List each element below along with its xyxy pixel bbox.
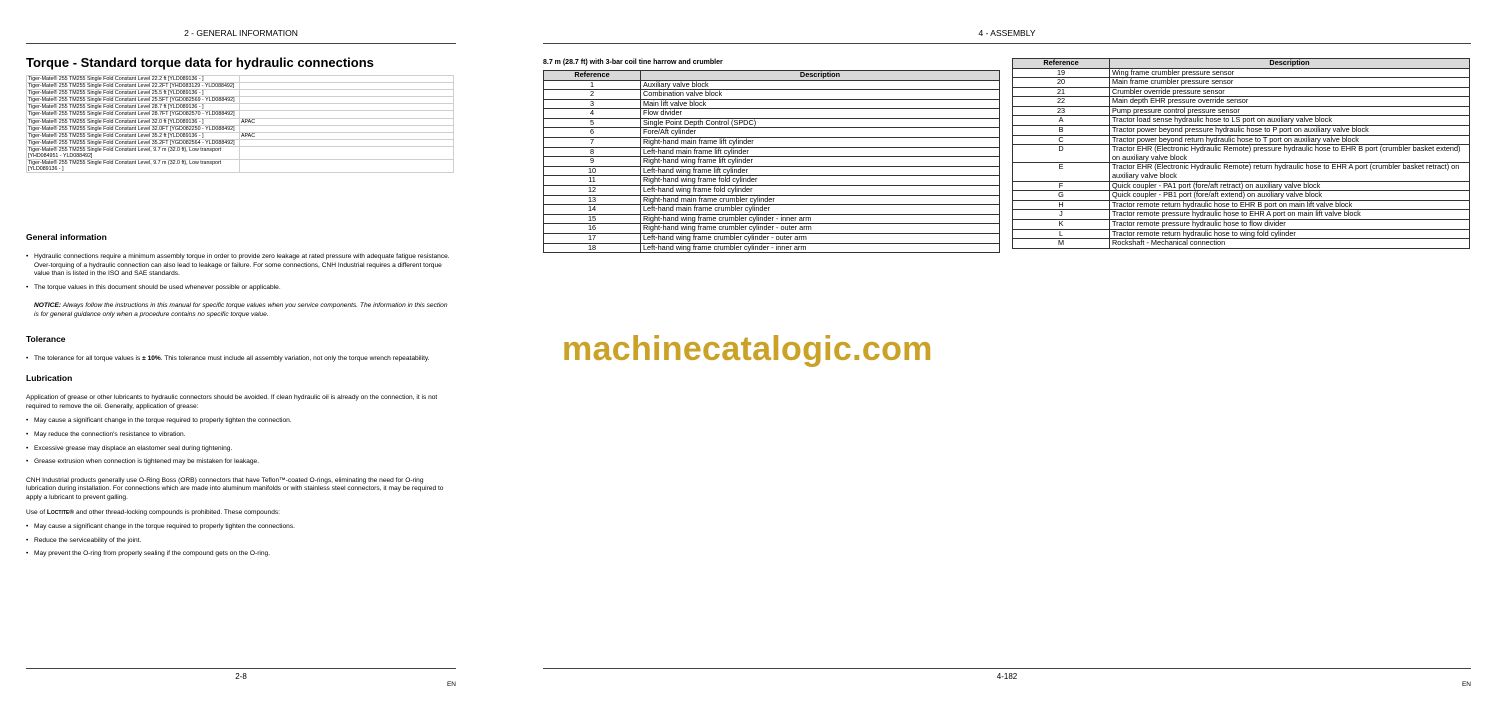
table-row	[544, 166, 1000, 176]
reference-cell: K	[1013, 220, 1110, 230]
table-row	[544, 195, 1000, 205]
model-region: APAC	[240, 118, 454, 125]
description-cell: Tractor EHR (Electronic Hydraulic Remote) return hydraulic hose to EHR A port (crumbler basket retract) on auxiliary valve block	[1110, 163, 1470, 181]
reference-cell: 9	[544, 157, 641, 167]
reference-cell: 11	[544, 176, 641, 186]
description-cell: Right-hand wing frame crumbler cylinder - outer arm	[641, 224, 1000, 234]
loctite-list	[26, 523, 454, 559]
table-row	[544, 186, 1000, 196]
lubrication-bullet: • May cause a significant change in the torque required to properly tighten the connection.	[26, 417, 454, 426]
model-applicability-table	[26, 75, 454, 173]
general-information-list	[26, 253, 454, 292]
notice-label: NOTICE:	[34, 302, 62, 310]
lubrication-bullet: • Excessive grease may displace an elastomer seal during tightening.	[26, 445, 454, 454]
model-region	[240, 104, 454, 111]
column-header-reference: Reference	[544, 71, 641, 81]
model-region	[240, 83, 454, 90]
model-row	[27, 139, 454, 146]
table-row	[544, 205, 1000, 215]
table-row	[1013, 239, 1470, 249]
reference-cell: 19	[1013, 68, 1110, 78]
description-cell: Left-hand wing frame lift cylinder	[641, 166, 1000, 176]
description-cell: Single Point Depth Control (SPDC)	[641, 118, 1000, 128]
description-cell: Pump pressure control pressure sensor	[1110, 106, 1470, 116]
reference-cell: 8	[544, 147, 641, 157]
model-name: Tiger-Mate® 255 TM255 Single Fold Constant Level 25.5FT [YGD082569 - YLD088492]	[27, 97, 240, 104]
model-region	[240, 97, 454, 104]
reference-cell: 10	[544, 166, 641, 176]
table-row	[1013, 145, 1470, 163]
model-region	[240, 111, 454, 118]
reference-cell: 1	[544, 80, 641, 90]
header-rule	[543, 43, 1471, 44]
reference-table-1	[543, 70, 1000, 253]
reference-cell: M	[1013, 239, 1110, 249]
loctite-bullet: • Reduce the serviceability of the joint.	[26, 537, 454, 546]
language-code: EN	[446, 681, 456, 688]
reference-cell: 5	[544, 118, 641, 128]
table-row	[1013, 191, 1470, 201]
lubrication-heading: Lubrication	[26, 373, 73, 384]
general-information-heading: General information	[26, 232, 107, 242]
footer-rule	[26, 668, 456, 669]
description-cell: Wing frame crumbler pressure sensor	[1110, 68, 1470, 78]
page-number: 2-8	[235, 672, 247, 681]
model-name: Tiger-Mate® 255 TM255 Single Fold Constant Level 22.2FT [YHD083129 - YLD088492]	[27, 83, 240, 90]
language-code: EN	[1461, 681, 1471, 688]
description-cell: Right-hand wing frame fold cylinder	[641, 176, 1000, 186]
reference-cell: F	[1013, 181, 1110, 191]
reference-cell: 12	[544, 186, 641, 196]
section-header: 2 - GENERAL INFORMATION	[184, 28, 298, 38]
lubrication-bullet: • Grease extrusion when connection is tightened may be mistaken for leakage.	[26, 458, 454, 467]
model-name: Tiger-Mate® 255 TM255 Single Fold Constant Level 22.2 ft [YLD089136 - ]	[27, 76, 240, 83]
description-cell: Rockshaft - Mechanical connection	[1110, 239, 1470, 249]
reference-table-2	[1012, 58, 1470, 249]
reference-cell: 7	[544, 138, 641, 148]
description-cell: Main lift valve block	[641, 99, 1000, 109]
table-row	[1013, 220, 1470, 230]
watermark: machinecatalogic.com	[562, 330, 933, 368]
loctite-bullet: • May prevent the O-ring from properly sealing if the compound gets on the O-ring.	[26, 550, 454, 559]
notice-paragraph	[26, 302, 454, 319]
column-header-description: Description	[1110, 59, 1470, 69]
general-bullet: • The torque values in this document should be used whenever possible or applicable.	[26, 284, 454, 293]
description-cell: Tractor remote return hydraulic hose to wing fold cylinder	[1110, 229, 1470, 239]
model-name: Tiger-Mate® 255 TM255 Single Fold Constant Level 35.2FT [YGD082564 - YLD088492]	[27, 139, 240, 146]
table-row	[544, 157, 1000, 167]
tolerance-heading: Tolerance	[26, 333, 66, 344]
page-title: Torque - Standard torque data for hydraulic connections	[26, 55, 374, 70]
reference-cell: 18	[544, 243, 641, 253]
table-row	[544, 99, 1000, 109]
reference-cell: 4	[544, 109, 641, 119]
model-region: APAC	[240, 132, 454, 139]
reference-cell: 3	[544, 99, 641, 109]
description-cell: Right-hand main frame crumbler cylinder	[641, 195, 1000, 205]
model-row	[27, 90, 454, 97]
description-cell: Right-hand main frame lift cylinder	[641, 138, 1000, 148]
model-row	[27, 125, 454, 132]
description-cell: Tractor load sense hydraulic hose to LS port on auxiliary valve block	[1110, 116, 1470, 126]
reference-cell: E	[1013, 163, 1110, 181]
table-row	[544, 109, 1000, 119]
model-name: Tiger-Mate® 255 TM255 Single Fold Constant Level 25.5 ft [YLD089136 - ]	[27, 90, 240, 97]
table-row	[1013, 68, 1470, 78]
table-row	[544, 90, 1000, 100]
description-cell: Tractor remote pressure hydraulic hose to EHR A port on main lift valve block	[1110, 210, 1470, 220]
table-row	[1013, 126, 1470, 136]
column-header-description: Description	[641, 71, 1000, 81]
reference-cell: 2	[544, 90, 641, 100]
reference-cell: 15	[544, 214, 641, 224]
table-row	[544, 128, 1000, 138]
reference-cell: 23	[1013, 106, 1110, 116]
loctite-brand: Loctite®	[46, 508, 75, 516]
model-region	[240, 146, 454, 159]
table-caption: 8.7 m (28.7 ft) with 3-bar coil tine harrow and crumbler	[543, 59, 723, 66]
model-name: Tiger-Mate® 255 TM255 Single Fold Constant Level 35.2 ft [YLD089136 - ]	[27, 132, 240, 139]
footer-rule	[543, 668, 1471, 669]
table-row	[544, 80, 1000, 90]
model-name: Tiger-Mate® 255 TM255 Single Fold Constant Level 32.0FT [YGD082250 - YLD088492]	[27, 125, 240, 132]
tolerance-list	[26, 355, 454, 364]
column-header-reference: Reference	[1013, 59, 1110, 69]
loctite-bullet: • May cause a significant change in the torque required to properly tighten the connections.	[26, 523, 454, 532]
model-row	[27, 160, 454, 173]
description-cell: Left-hand main frame crumbler cylinder	[641, 205, 1000, 215]
loctite-post: and other thread-locking compounds is prohibited. These compounds:	[74, 508, 280, 516]
description-cell: Main frame crumbler pressure sensor	[1110, 78, 1470, 88]
loctite-paragraph	[26, 509, 454, 518]
model-region	[240, 160, 454, 173]
model-region	[240, 90, 454, 97]
table-row	[544, 234, 1000, 244]
model-row	[27, 104, 454, 111]
body-content	[26, 232, 454, 569]
description-cell: Quick coupler - PB1 port (fore/aft extend) on auxiliary valve block	[1110, 191, 1470, 201]
model-row	[27, 111, 454, 118]
page-number: 4-182	[996, 672, 1018, 681]
reference-cell: 22	[1013, 97, 1110, 107]
reference-cell: G	[1013, 191, 1110, 201]
table-row	[1013, 97, 1470, 107]
description-cell: Tractor power beyond return hydraulic hose to T port on auxiliary valve block	[1110, 135, 1470, 145]
model-row	[27, 146, 454, 159]
general-bullet: • Hydraulic connections require a minimum assembly torque in order to provide zero leakage at rated pressure with adequate fatigue resistance. Over-torquing of a hydraulic connection can also lead to leakage or failure. For some connections, CNH Industrial requires a different torque value than is listed in the ISO and SAE standards.	[26, 253, 454, 279]
model-name: Tiger-Mate® 255 TM255 Single Fold Constant Level, 9.7 m (32.0 ft), Low transport [YLD089136 - ]	[27, 160, 240, 173]
model-region	[240, 139, 454, 146]
left-page	[26, 0, 456, 707]
model-row	[27, 83, 454, 90]
description-cell: Fore/Aft cylinder	[641, 128, 1000, 138]
description-cell: Right-hand wing frame crumbler cylinder - inner arm	[641, 214, 1000, 224]
table-row	[544, 147, 1000, 157]
table-row	[1013, 163, 1470, 181]
description-cell: Left-hand wing frame crumbler cylinder - inner arm	[641, 243, 1000, 253]
model-name: Tiger-Mate® 255 TM255 Single Fold Constant Level 32.0 ft [YLD089136 - ]	[27, 118, 240, 125]
lubrication-intro: Application of grease or other lubricants to hydraulic connectors should be avoided. If clean hydraulic oil is already on the connection, it is not required to remove the oil. Generally, application of grease:	[26, 394, 438, 410]
table-row	[1013, 78, 1470, 88]
reference-cell: A	[1013, 116, 1110, 126]
table-row	[544, 176, 1000, 186]
reference-cell: 21	[1013, 87, 1110, 97]
model-name: Tiger-Mate® 255 TM255 Single Fold Constant Level 28.7 ft [YLD089136 - ]	[27, 104, 240, 111]
model-name: Tiger-Mate® 255 TM255 Single Fold Constant Level 28.7FT [YGD082570 - YLD088492]	[27, 111, 240, 118]
description-cell: Combination valve block	[641, 90, 1000, 100]
description-cell: Flow divider	[641, 109, 1000, 119]
reference-cell: J	[1013, 210, 1110, 220]
description-cell: Right-hand wing frame lift cylinder	[641, 157, 1000, 167]
tolerance-text-end: . This tolerance must include all assembly variation, not only the torque wrench repeatability.	[160, 354, 430, 362]
reference-cell: 6	[544, 128, 641, 138]
model-region	[240, 125, 454, 132]
description-cell: Left-hand wing frame fold cylinder	[641, 186, 1000, 196]
model-row	[27, 132, 454, 139]
description-cell: Tractor remote return hydraulic hose to EHR B port on main lift valve block	[1110, 200, 1470, 210]
tolerance-text: The tolerance for all torque values is	[34, 354, 143, 362]
tolerance-value: ± 10%	[142, 354, 161, 362]
table-row	[544, 118, 1000, 128]
reference-cell: C	[1013, 135, 1110, 145]
table-row	[1013, 229, 1470, 239]
table-row	[544, 138, 1000, 148]
section-header: 4 - ASSEMBLY	[978, 28, 1036, 38]
reference-cell: 17	[544, 234, 641, 244]
reference-cell: 13	[544, 195, 641, 205]
loctite-pre: Use of	[26, 508, 47, 516]
tolerance-item	[26, 355, 454, 364]
reference-cell: 16	[544, 224, 641, 234]
reference-cell: L	[1013, 229, 1110, 239]
reference-cell: B	[1013, 126, 1110, 136]
table-row	[544, 243, 1000, 253]
description-cell: Left-hand main frame lift cylinder	[641, 147, 1000, 157]
lubrication-list	[26, 417, 454, 466]
notice-text: Always follow the instructions in this manual for specific torque values when you service components. The information in this section is for general guidance only when a procedure contains no specific torque value.	[34, 302, 448, 318]
reference-cell: 14	[544, 205, 641, 215]
reference-cell: 20	[1013, 78, 1110, 88]
model-row	[27, 76, 454, 83]
description-cell: Auxiliary valve block	[641, 80, 1000, 90]
reference-cell: H	[1013, 200, 1110, 210]
description-cell: Quick coupler - PA1 port (fore/aft retract) on auxiliary valve block	[1110, 181, 1470, 191]
description-cell: Tractor remote pressure hydraulic hose to flow divider	[1110, 220, 1470, 230]
description-cell: Left-hand wing frame crumbler cylinder - outer arm	[641, 234, 1000, 244]
model-name: Tiger-Mate® 255 TM255 Single Fold Constant Level, 9.7 m (32.0 ft), Low transport [YHD084951 - YLD088492]	[27, 146, 240, 159]
lubrication-bullet: • May reduce the connection's resistance to vibration.	[26, 431, 454, 440]
description-cell: Crumbler override pressure sensor	[1110, 87, 1470, 97]
orb-paragraph: CNH Industrial products generally use O-Ring Boss (ORB) connectors that have Teflon™-coated O-rings, eliminating the need for O-ring lubrication during installation. For connections which are made into aluminum manifolds or with stainless steel connectors, it may be required to apply a lubricant to prevent galling.	[26, 476, 444, 501]
header-rule	[26, 43, 456, 44]
description-cell: Tractor power beyond pressure hydraulic hose to P port on auxiliary valve block	[1110, 126, 1470, 136]
model-row	[27, 97, 454, 104]
description-cell: Main depth EHR pressure override sensor	[1110, 97, 1470, 107]
model-region	[240, 76, 454, 83]
reference-cell: D	[1013, 145, 1110, 163]
model-row	[27, 118, 454, 125]
description-cell: Tractor EHR (Electronic Hydraulic Remote) pressure hydraulic hose to EHR B port (crumbler basket extend) on auxiliary valve block	[1110, 145, 1470, 163]
